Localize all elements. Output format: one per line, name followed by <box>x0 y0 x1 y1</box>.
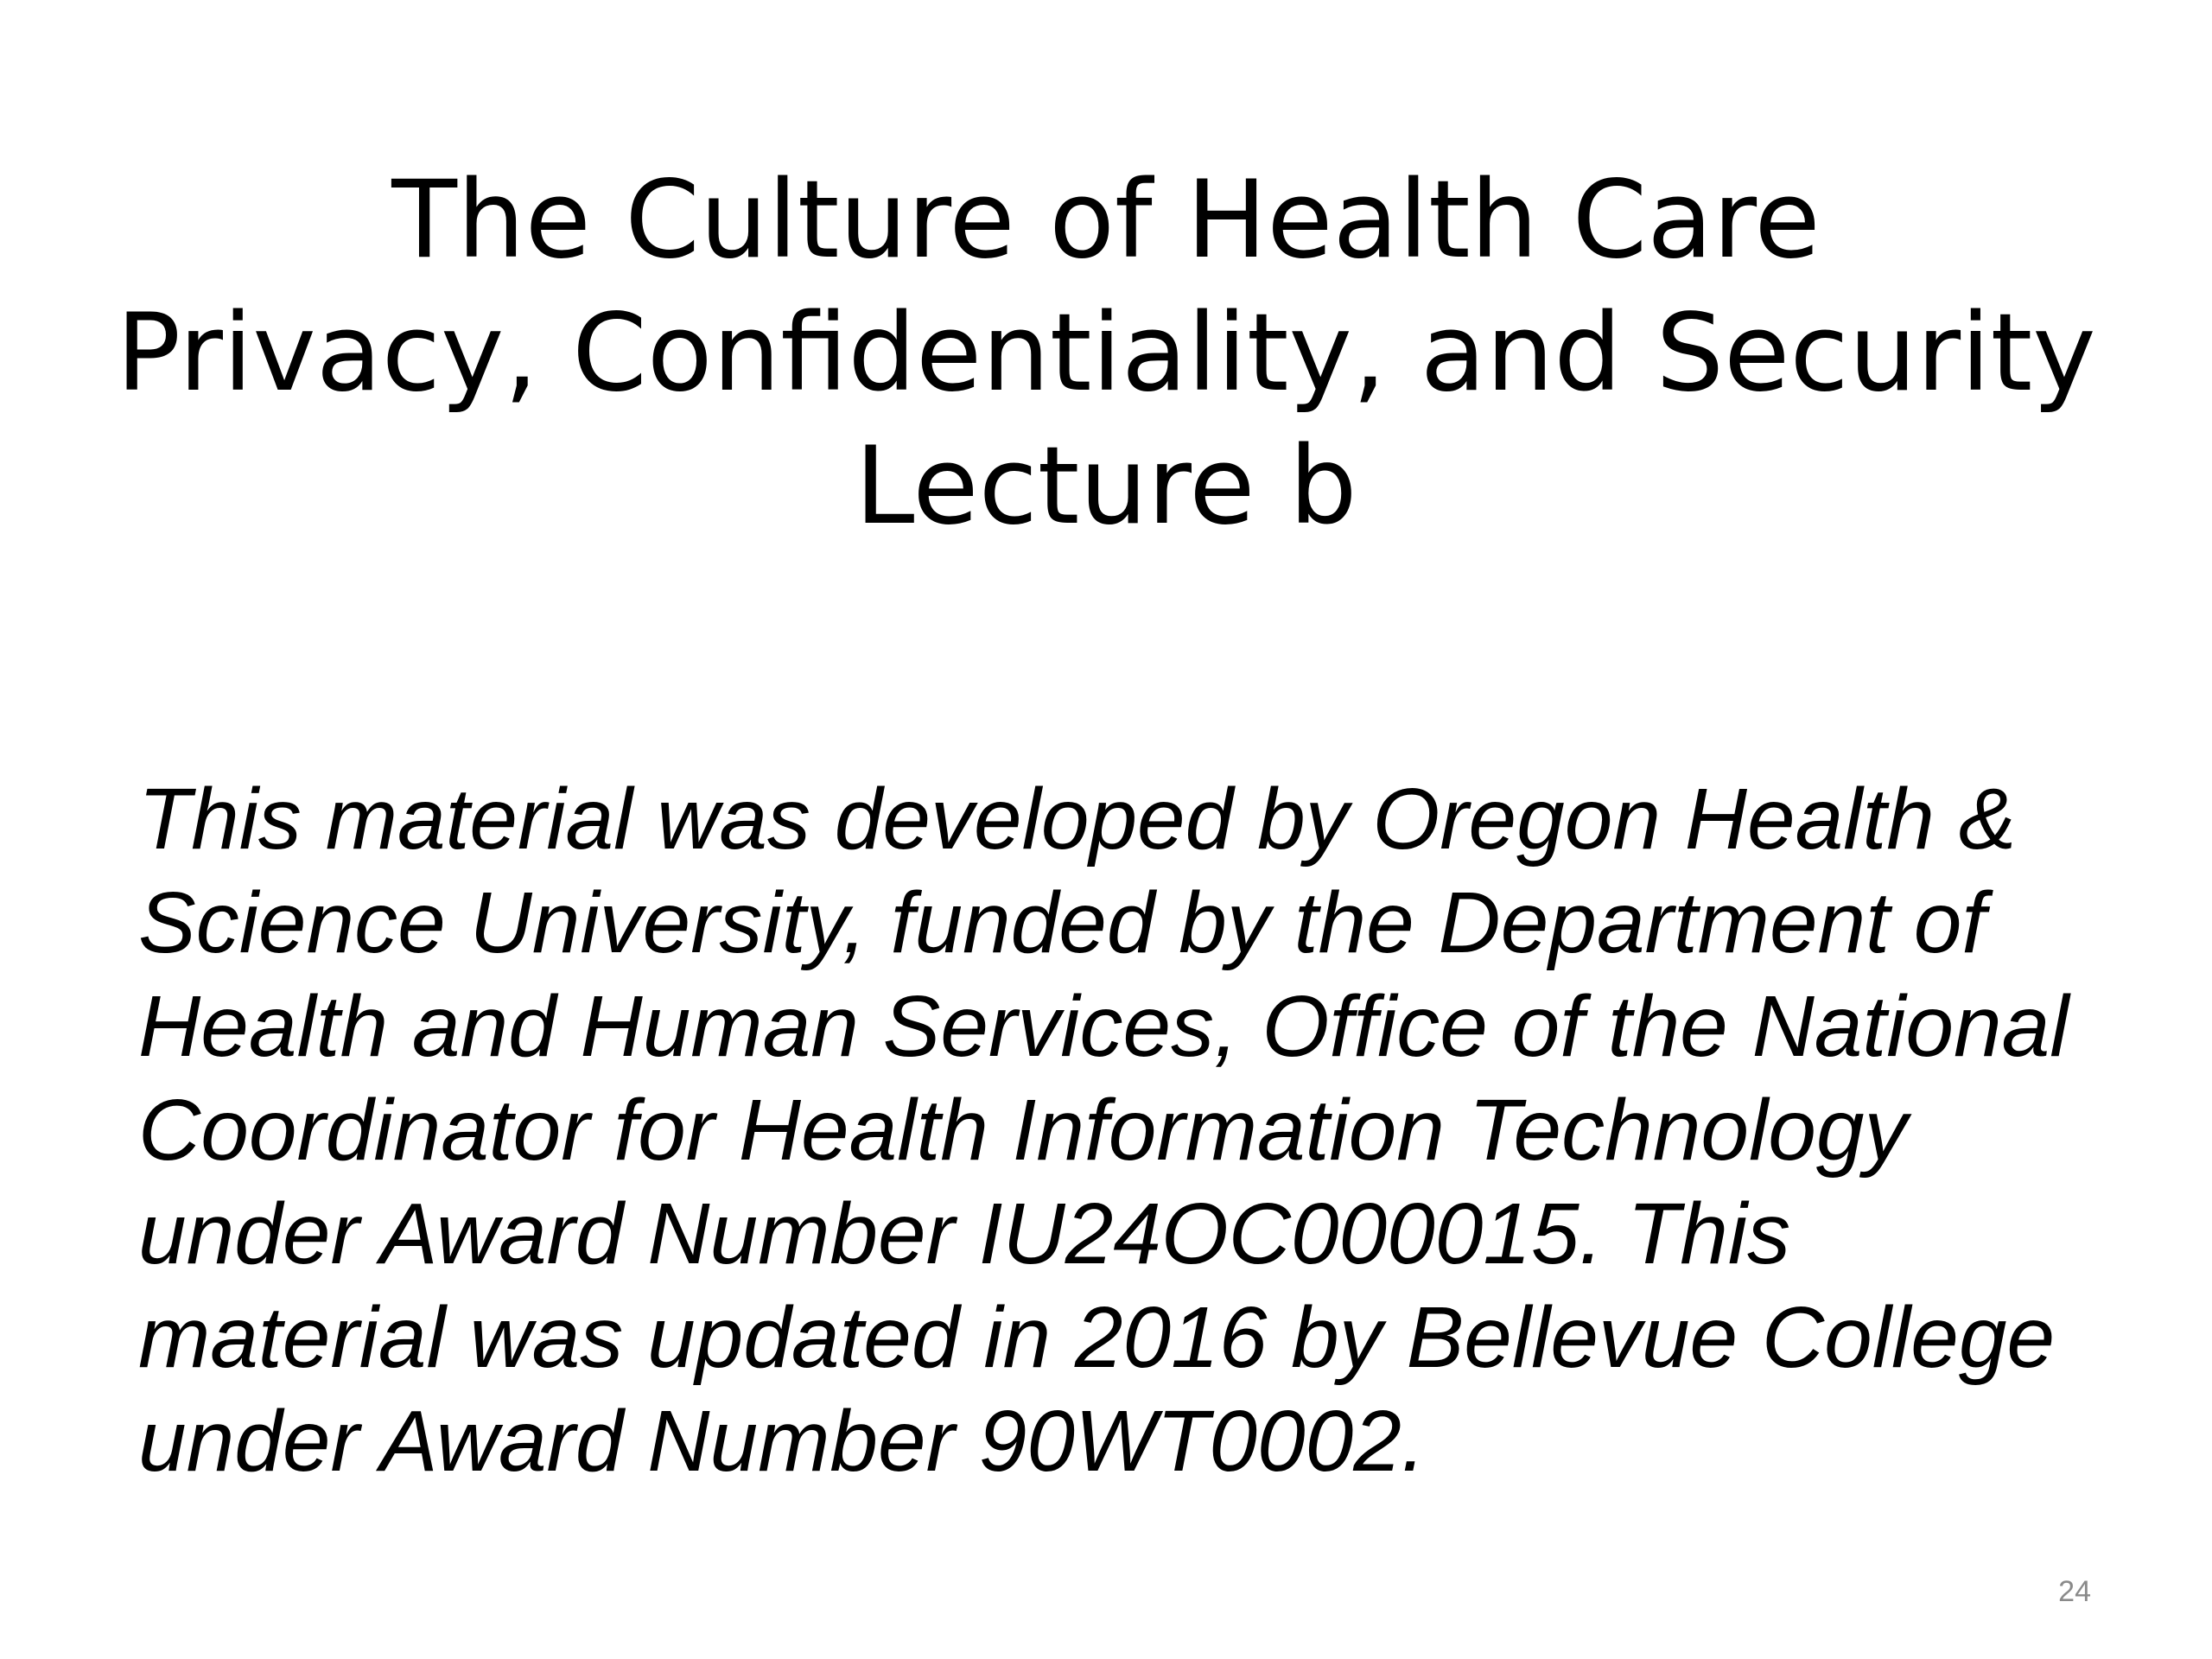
funding-line: under Award Number 90WT0002. <box>138 1393 1426 1490</box>
funding-line: Health and Human Services, Office of the National <box>138 978 2069 1075</box>
title-line: Privacy, Confidentiality, and Security <box>116 291 2096 416</box>
funding-line: under Award Number IU24OC000015. This <box>138 1185 1791 1282</box>
funding-line: This material was developed by Oregon Health & <box>138 771 2017 868</box>
funding-statement <box>138 767 2108 1493</box>
title-line: The Culture of Health Care <box>391 158 1821 283</box>
slide-title <box>52 154 2160 553</box>
title-line: Lecture b <box>855 424 1357 549</box>
page-number: 24 <box>2058 1575 2091 1608</box>
funding-line: material was updated in 2016 by Bellevue College <box>138 1289 2056 1386</box>
funding-line: Science University, funded by the Department of <box>138 874 1986 971</box>
funding-line: Coordinator for Health Information Technology <box>138 1082 1908 1179</box>
